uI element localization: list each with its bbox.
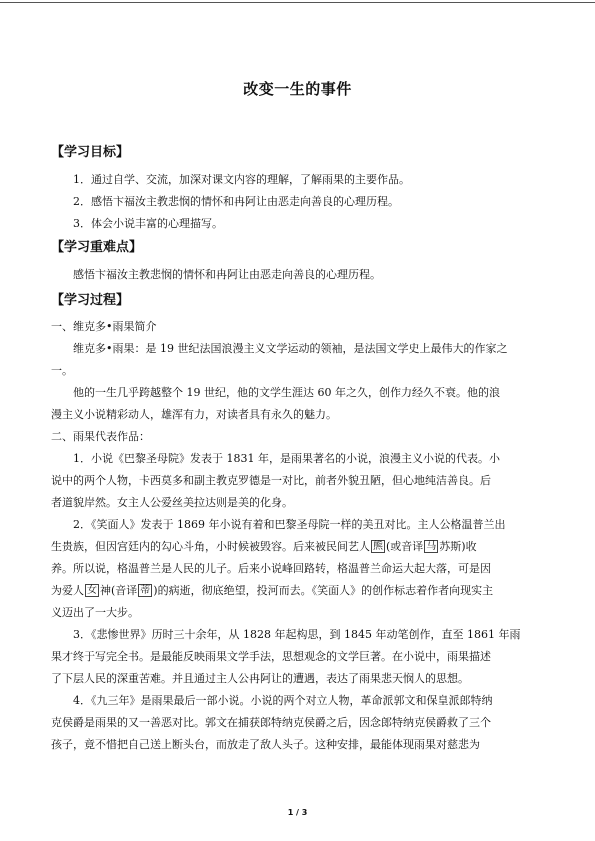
work-line: 养。所以说，格温普兰是人民的儿子。后来小说峰回路转，格温普兰命运大起大落，可是因 (51, 562, 491, 575)
works-subheading: 二、雨果代表作品： (51, 430, 150, 443)
work-line (51, 536, 538, 558)
work-notre-dame (51, 448, 538, 514)
work-text: 苏斯 (439, 540, 462, 553)
intro-paragraph-2 (51, 382, 538, 426)
page-number: 1 / 3 (287, 808, 308, 817)
work-line: 义迈出了一大步。 (51, 606, 139, 619)
work-line: 说中的两个人物，卡西莫多和副主教克罗德是一对比，前者外貌丑陋，但心地纯洁善良。后 (51, 474, 491, 487)
work-line: 克侯爵是雨果的又一善恶对比。郭文在捕获郎特纳克侯爵之后，因念郎特纳克侯爵救了三个 (51, 716, 491, 729)
work-line: 者道貌岸然。女主人公爱丝美拉达则是美的化身。 (51, 496, 293, 509)
objectives-heading: 【学习目标】 (51, 145, 130, 160)
document-body (51, 144, 538, 756)
work-line: 孩子，竟不惜把自己送上断头台，而放走了敌人头子。这种安排，最能体现雨果对慈悲为 (51, 738, 480, 751)
intro-paragraph-2-line: 他的一生几乎跨越整个 19 世纪，他的文学生涯达 60 年之久，创作力经久不衰。他的浪 (73, 386, 500, 399)
work-line: 了下层人民的深重苦难。并且通过主人公冉阿让的遭遇，表达了雨果悲天悯人的思想。 (51, 672, 469, 685)
work-line: 3．《悲惨世界》历时三十余年，从 1828 年起构思，到 1845 年动笔创作，直至 1861 年雨 (73, 628, 521, 641)
process-heading: 【学习过程】 (51, 293, 130, 308)
work-line: 果才终于写完全书。是最能反映雨果文学手法，思想观念的文学巨著。在小说中，雨果描述 (51, 650, 491, 663)
work-text: 为爱人 (51, 584, 84, 597)
work-text: 神(音译 (100, 584, 138, 597)
document-title: 改变一生的事件 (243, 80, 352, 98)
objective-item: 3．体会小说丰富的心理描写。 (73, 217, 223, 230)
work-text: (或音译 (386, 540, 424, 553)
intro-paragraph-1 (51, 338, 538, 382)
work-ninety-three (51, 690, 538, 756)
intro-subheading: 一、维克多•雨果简介 (51, 320, 157, 333)
key-points-heading: 【学习重难点】 (51, 240, 143, 255)
boxed-glyph: 马 (426, 541, 437, 552)
work-line: 1．小说《巴黎圣母院》发表于 1831 年，是雨果著名的小说，浪漫主义小说的代表。小 (73, 452, 500, 465)
work-line: 4．《九三年》是雨果最后一部小说。小说的两个对立人物，革命派郭文和保皇派郎特纳 (73, 694, 493, 707)
intro-paragraph-2-line: 漫主义小说精彩动人，雄浑有力，对读者具有永久的魅力。 (51, 408, 337, 421)
work-text: 生贵族，但因宫廷内的勾心斗角，小时候被毁容。后来被民间艺人 (51, 540, 370, 553)
boxed-glyph: 女 (87, 585, 97, 596)
boxed-glyph: 蒂 (140, 585, 151, 596)
intro-paragraph-1-line: 一。 (51, 364, 73, 377)
objective-item: 1．通过自学、交流，加深对课文内容的理解，了解雨果的主要作品。 (73, 173, 410, 186)
objective-item: 2．感悟卞福汝主教悲悯的情怀和冉阿让由恶走向善良的心理历程。 (73, 195, 399, 208)
work-line (51, 580, 538, 602)
work-text: )收 (461, 540, 477, 553)
objectives-list (51, 169, 538, 235)
work-line: 2．《笑面人》发表于 1869 年小说有着和巴黎圣母院一样的美丑对比。主人公格温普兰出 (73, 518, 506, 531)
key-points-text: 感悟卞福汝主教悲悯的情怀和冉阿让由恶走向善良的心理历程。 (73, 268, 381, 281)
boxed-glyph: 熊 (373, 541, 383, 552)
work-laughing-man (51, 514, 538, 624)
work-les-miserables (51, 624, 538, 690)
work-text: )的病逝，彻底绝望，投河而去。《笑面人》的创作标志着作者向现实主 (153, 584, 494, 597)
intro-paragraph-1-line: 维克多•雨果：是 19 世纪法国浪漫主义文学运动的领袖，是法国文学史上最伟大的作家之 (73, 342, 508, 355)
